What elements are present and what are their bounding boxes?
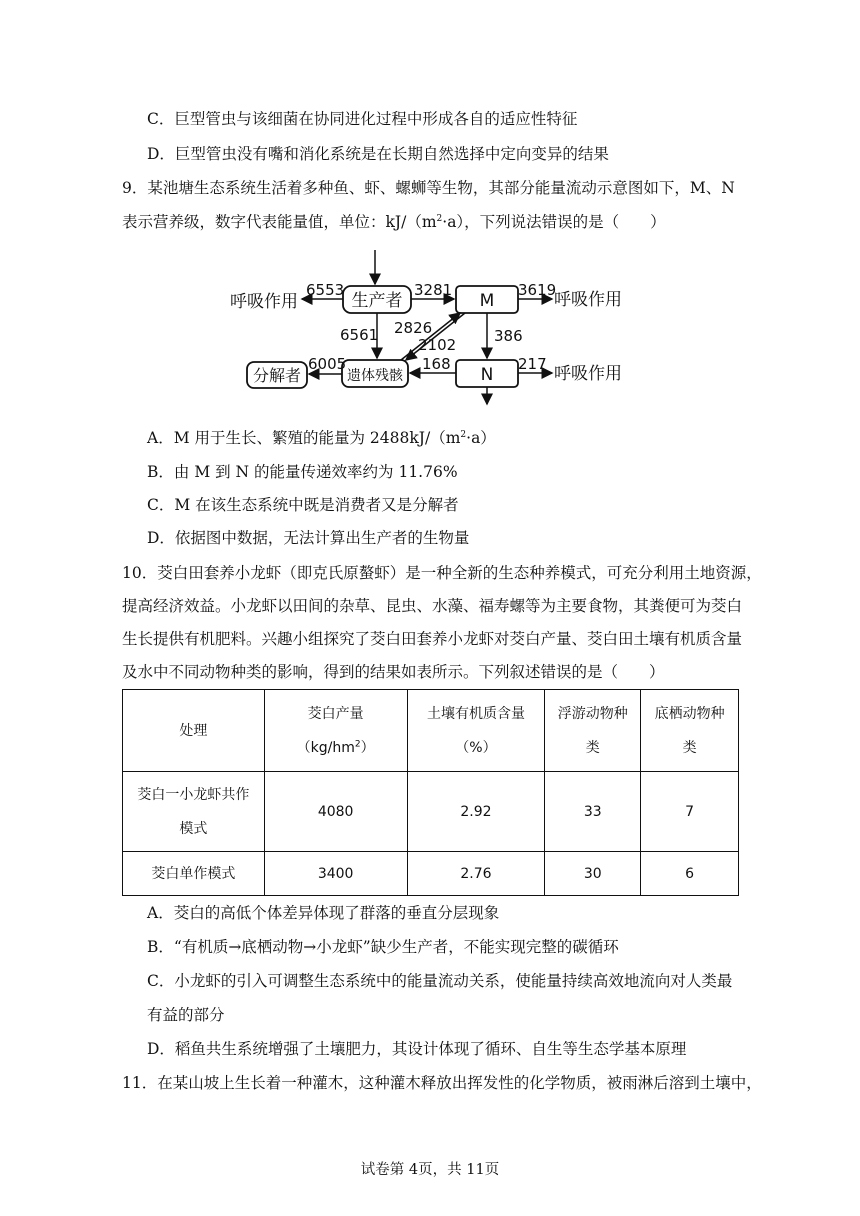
q10-stem-line3: 生长提供有机肥料。兴趣小组探究了茭白田套养小龙虾对茭白产量、茭白田土壤有机质含量: [122, 630, 743, 648]
header-benthic: 底栖动物种 类: [641, 690, 739, 772]
cell-plankton: 33: [545, 772, 641, 852]
cell-soil: 2.92: [407, 772, 545, 852]
results-table: [122, 689, 739, 896]
cell-treatment: 茭白单作模式: [123, 852, 265, 896]
header-soil-organic: 土壤有机质含量 （%）: [407, 690, 545, 772]
q9-option-c: C．M 在该生态系统中既是消费者又是分解者: [147, 496, 459, 514]
respiration-label-producer: 呼吸作用: [230, 292, 298, 312]
q11-stem-line1: 11．在某山坡上生长着一种灌木，这种灌木释放出挥发性的化学物质，被雨淋后溶到土壤中，: [122, 1074, 762, 1092]
page-footer: 试卷第 4页，共 11页: [360, 1162, 500, 1178]
m-label: M: [479, 291, 495, 311]
q8-option-c: C．巨型管虫与该细菌在协同进化过程中形成各自的适应性特征: [147, 110, 578, 128]
cell-yield: 4080: [264, 772, 407, 852]
value-6005: 6005: [308, 355, 347, 373]
cell-plankton: 30: [545, 852, 641, 896]
q10-option-a: A．茭白的高低个体差异体现了群落的垂直分层现象: [147, 904, 500, 922]
value-2826: 2826: [394, 319, 433, 337]
header-treatment: 处理: [123, 690, 265, 772]
producer-label: 生产者: [351, 291, 403, 311]
q9-option-a: A．M 用于生长、繁殖的能量为 $2488kJ/(m^2\cdot a)$: [147, 429, 496, 447]
q10-stem-line1: 10．茭白田套养小龙虾（即克氏原螯虾）是一种全新的生态种养模式，可充分利用土地资源，: [122, 564, 762, 582]
cell-benthic: 6: [641, 852, 739, 896]
cell-benthic: 7: [641, 772, 739, 852]
q10-option-c-line1: C．小龙虾的引入可调整生态系统中的能量流动关系，使能量持续高效地流向对人类最: [147, 972, 733, 990]
respiration-label-m: 呼吸作用: [554, 290, 622, 310]
cell-treatment: 茭白一小龙虾共作 模式: [123, 772, 265, 852]
q9-stem-line1: 9．某池塘生态系统生活着多种鱼、虾、螺蛳等生物，其部分能量流动示意图如下，M、N: [122, 179, 735, 197]
value-168: 168: [422, 355, 451, 373]
q9-option-d: D．依据图中数据，无法计算出生产者的生物量: [147, 529, 470, 547]
value-6561: 6561: [340, 326, 379, 344]
value-3619: 3619: [518, 281, 557, 299]
table-row: [123, 772, 739, 852]
value-6553: 6553: [306, 281, 345, 299]
value-3281: 3281: [414, 281, 453, 299]
energy-flow-diagram: [222, 246, 632, 408]
q10-option-c-line2: 有益的部分: [147, 1006, 225, 1024]
cell-soil: 2.76: [407, 852, 545, 896]
q10-option-d: D．稻鱼共生系统增强了土壤肥力，其设计体现了循环、自生等生态学基本原理: [147, 1040, 687, 1058]
q10-option-b: B．“有机质→底栖动物→小龙虾”缺少生产者，不能实现完整的碳循环: [147, 938, 619, 956]
q8-option-d: D．巨型管虫没有嘴和消化系统是在长期自然选择中定向变异的结果: [147, 145, 609, 163]
header-yield: 茭白产量$(kg/hm^2)$: [264, 690, 407, 772]
n-label: N: [480, 365, 494, 385]
header-plankton: 浮游动物种 类: [545, 690, 641, 772]
q9-option-b: B．由 M 到 N 的能量传递效率约为 11.76%: [147, 463, 458, 481]
respiration-label-n: 呼吸作用: [554, 364, 622, 384]
q10-stem-line2: 提高经济效益。小龙虾以田间的杂草、昆虫、水藻、福寿螺等为主要食物，其粪便可为茭白: [122, 597, 743, 615]
value-2102: 2102: [418, 336, 457, 354]
cell-yield: 3400: [264, 852, 407, 896]
value-217: 217: [518, 355, 547, 373]
decomposer-label: 分解者: [252, 366, 302, 385]
remains-label: 遗体残骸: [347, 368, 403, 384]
q10-stem-line4: 及水中不同动物种类的影响，得到的结果如表所示。下列叙述错误的是（ ）: [122, 663, 665, 681]
table-header-row: [123, 690, 739, 772]
table-row: [123, 852, 739, 896]
q9-stem-line2: 表示营养级，数字代表能量值，单位：$kJ/(m^2\cdot a)$，下列说法错误的是（ ）: [122, 213, 666, 231]
value-386: 386: [494, 327, 523, 345]
